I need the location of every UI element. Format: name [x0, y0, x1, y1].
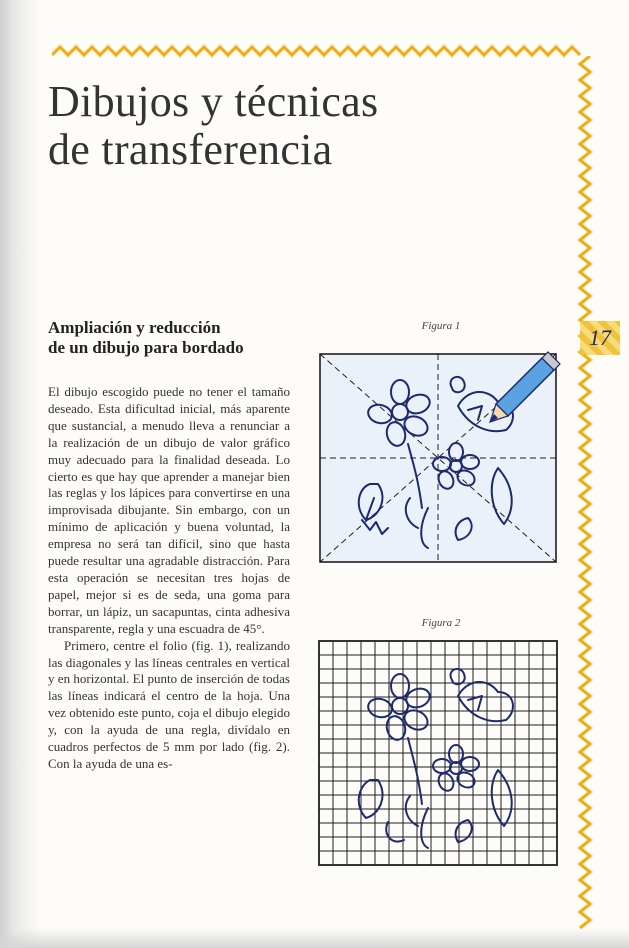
body-paragraph-1: El dibujo escogido puede no tener el tamaño deseado. Esta dificultad inicial, más aparente que sustancial, a menudo lleva a renunciar a la realización de un dibujo de valor gráfico muy adecuado para la finalidad deseada. Lo cierto es que hay que aprender a manejar bien las reglas y los lápices para convertirse en una improvisada dibujante. Sin embargo, con un mínimo de aplicación y buena voluntad, la empresa no será tan difícil, sino que hasta puede resultar una agradable distracción. Para esta operación se necesitan tres hojas de papel, mejor si es de seda, una goma para borrar, un lápiz, un sacapuntas, cinta adhesiva transparente, regla y una escuadra de 45°. [48, 384, 290, 636]
page-title [48, 78, 378, 174]
body-paragraph-2: Primero, centre el folio (fig. 1), realizando las diagonales y las líneas centrales en vertical y en horizontal. El punto de inserción de todas las líneas indicará el centro de la hoja. Una vez obtenido este punto, coja el dibujo elegido y, con la ayuda de una regla, divídalo en cuadros perfectos de 5 mm por lado (fig. 2). Con la ayuda de una es- [48, 637, 290, 771]
section-heading [48, 318, 298, 358]
body-text [48, 384, 290, 773]
decorative-zigzag-border-right [576, 56, 596, 936]
figure-1-illustration [318, 348, 564, 570]
page-title-line-1: Dibujos y técnicas [48, 77, 379, 126]
book-gutter-shadow [0, 0, 40, 948]
page-bottom-shadow [0, 928, 629, 948]
section-heading-line-2: de un dibujo para bordado [48, 338, 244, 357]
section-heading-line-1: Ampliación y reducción [48, 318, 221, 337]
page-title-line-2: de transferencia [48, 125, 333, 174]
figure-2-illustration [318, 640, 564, 868]
page-number-badge [580, 321, 620, 355]
figure-2-caption: Figura 2 [421, 617, 461, 629]
page-number: 17 [589, 325, 611, 350]
figure-2-flower-drawing [359, 669, 513, 848]
figure-1-caption: Figura 1 [421, 320, 461, 332]
figure-2-grid [319, 641, 557, 865]
decorative-zigzag-border-top [52, 44, 582, 58]
